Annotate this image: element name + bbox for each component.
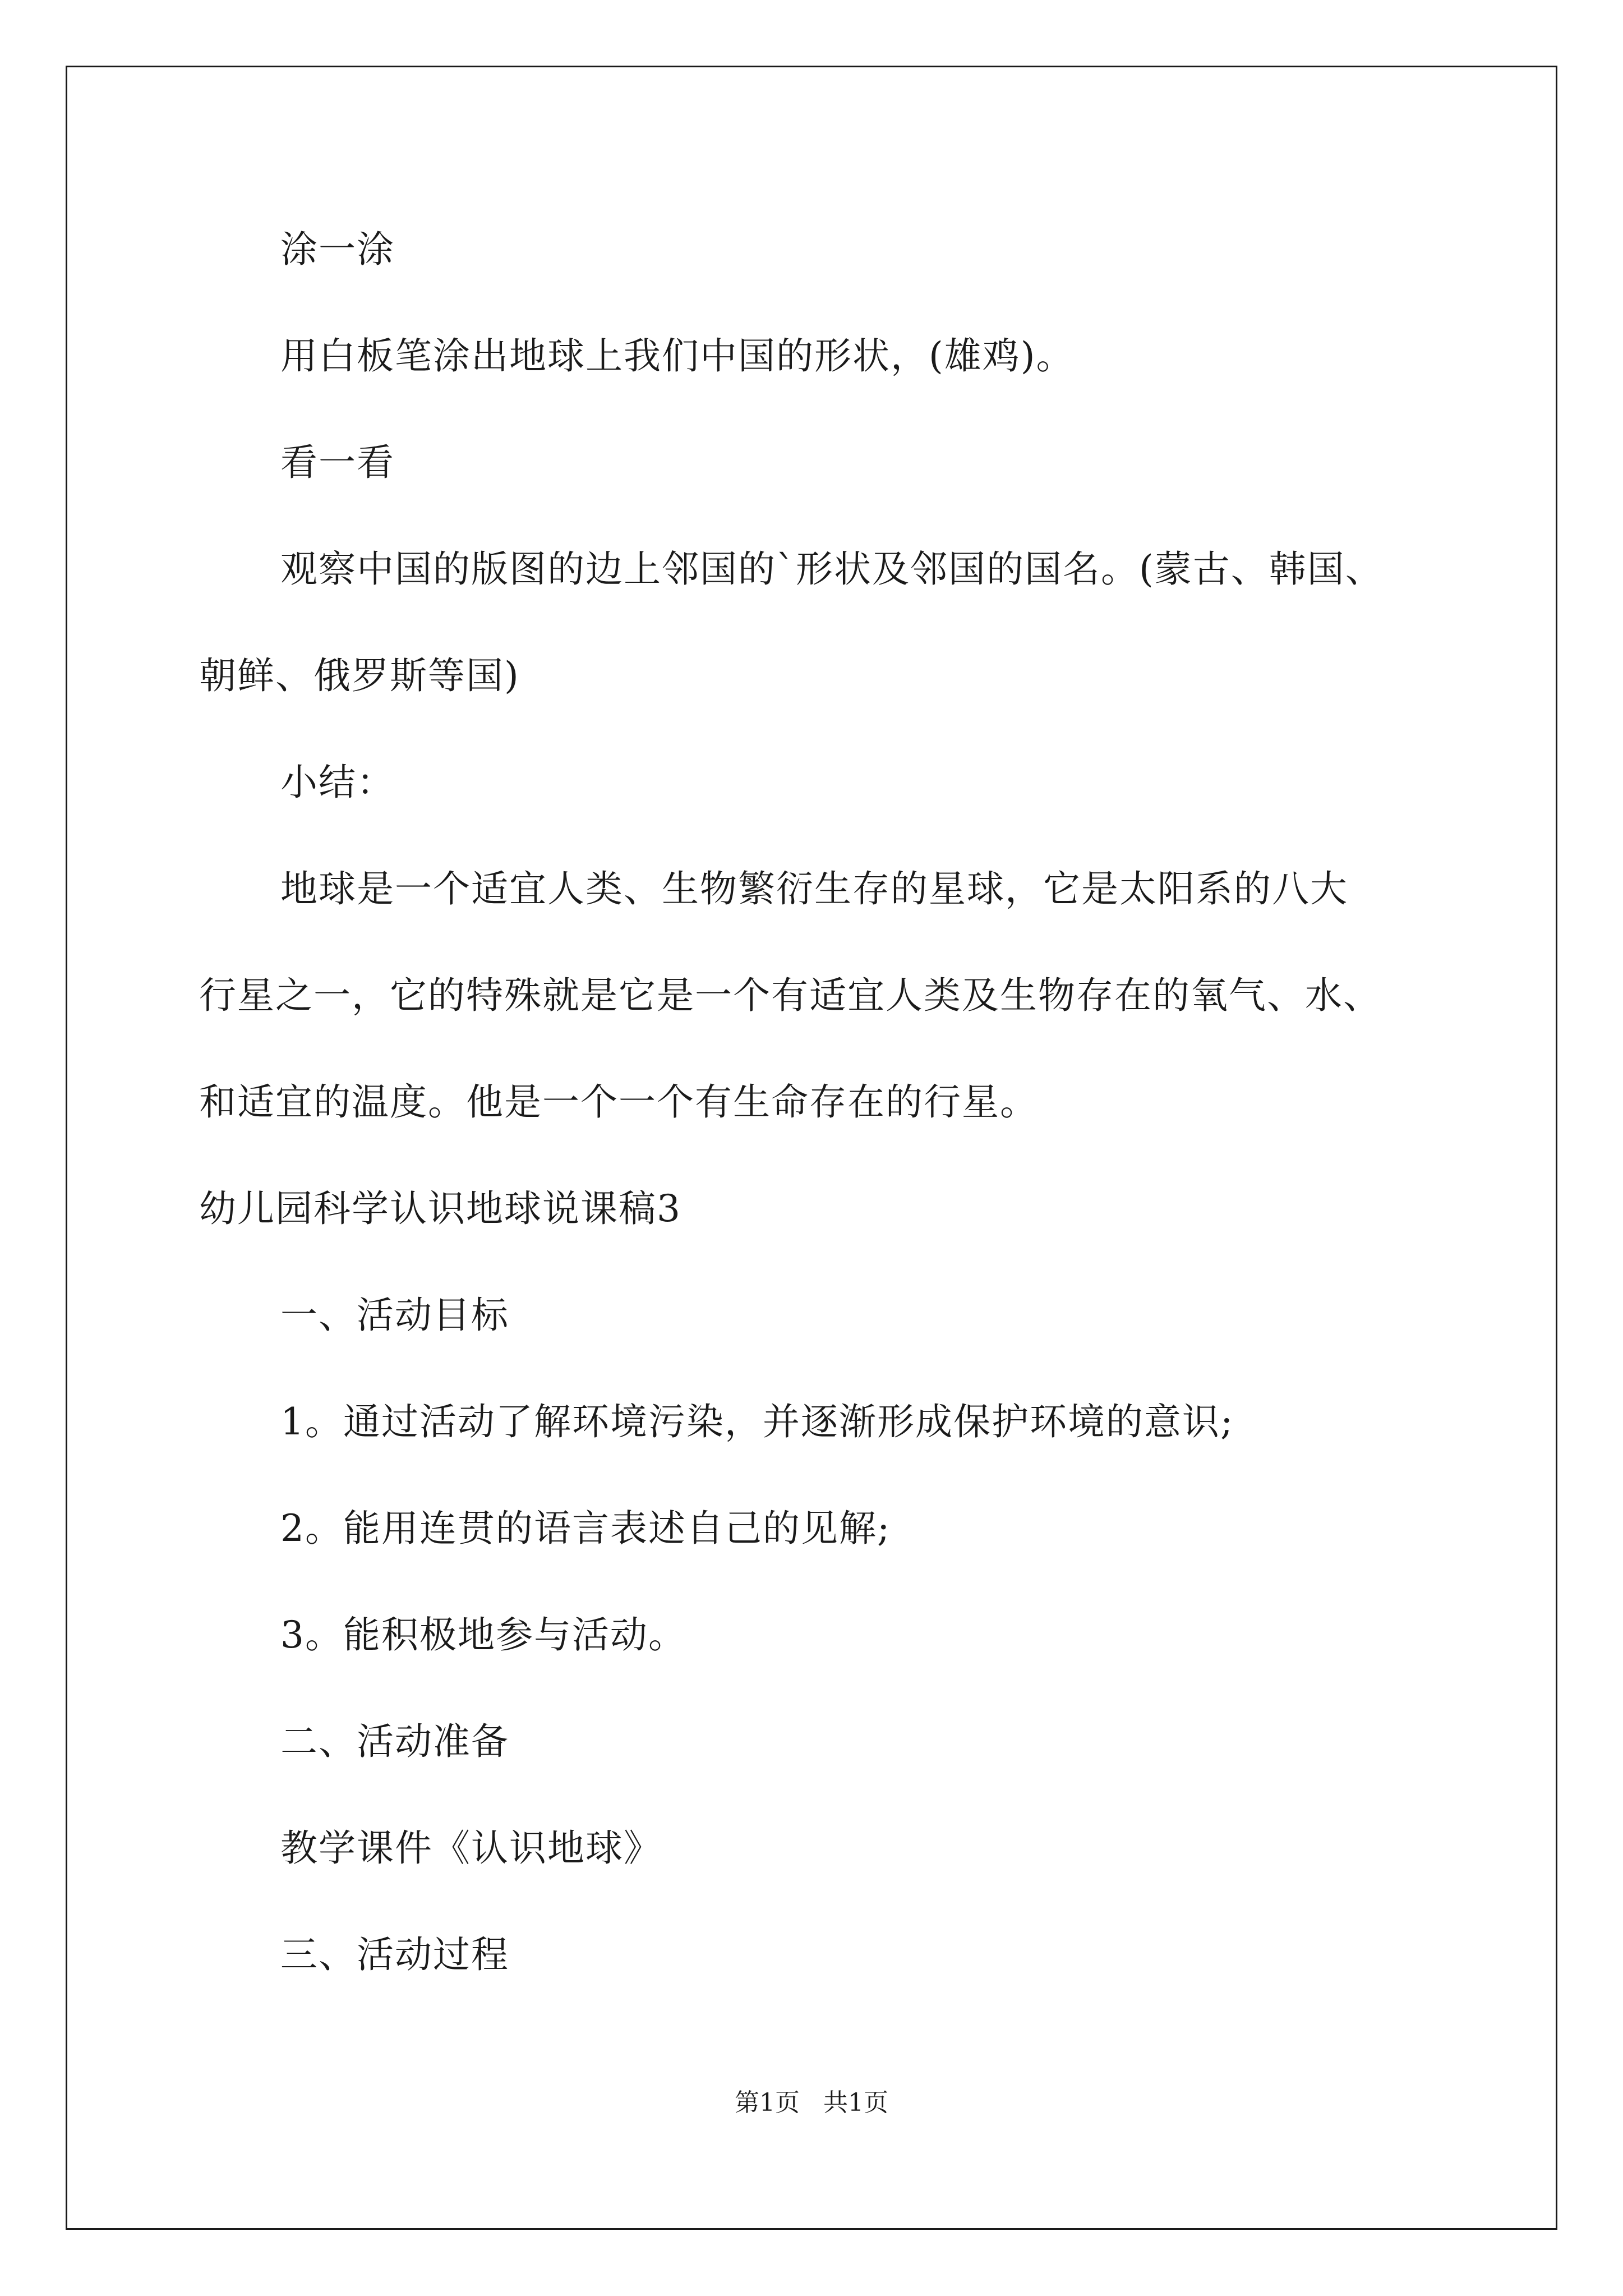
paragraph-line: 观察中国的版图的边上邻国的`形状及邻国的国名。(蒙古、韩国、 — [280, 547, 1384, 591]
page-border — [66, 66, 1557, 2230]
paragraph-line: 教学课件《认识地球》 — [280, 1826, 662, 1870]
page-number: 第1页 共1页 — [735, 2088, 888, 2117]
paragraph-line: 用白板笔涂出地球上我们中国的形状，(雄鸡)。 — [280, 334, 1075, 378]
heading-kan-yi-kan: 看一看 — [280, 441, 395, 484]
section-title: 幼儿园科学认识地球说课稿3 — [199, 1187, 681, 1230]
list-item: 1。通过活动了解环境污染，并逐渐形成保护环境的意识; — [280, 1400, 1234, 1443]
heading-activity-goals: 一、活动目标 — [280, 1294, 509, 1337]
paragraph-line: 地球是一个适宜人类、生物繁衍生存的星球，它是太阳系的八大 — [280, 867, 1348, 910]
paragraph-line: 和适宜的温度。他是一个一个有生命存在的行星。 — [199, 1080, 1038, 1124]
paragraph-line: 行星之一，它的特殊就是它是一个有适宜人类及生物存在的氧气、水、 — [199, 974, 1381, 1017]
heading-activity-preparation: 二、活动准备 — [280, 1720, 509, 1763]
heading-activity-process: 三、活动过程 — [280, 1933, 509, 1976]
heading-summary: 小结： — [280, 761, 395, 804]
paragraph-line: 朝鲜、俄罗斯等国) — [199, 654, 520, 697]
list-item: 2。能用连贯的语言表述自己的见解; — [280, 1507, 891, 1550]
list-item: 3。能积极地参与活动。 — [280, 1613, 686, 1657]
heading-tu-yi-tu: 涂一涂 — [280, 228, 395, 271]
